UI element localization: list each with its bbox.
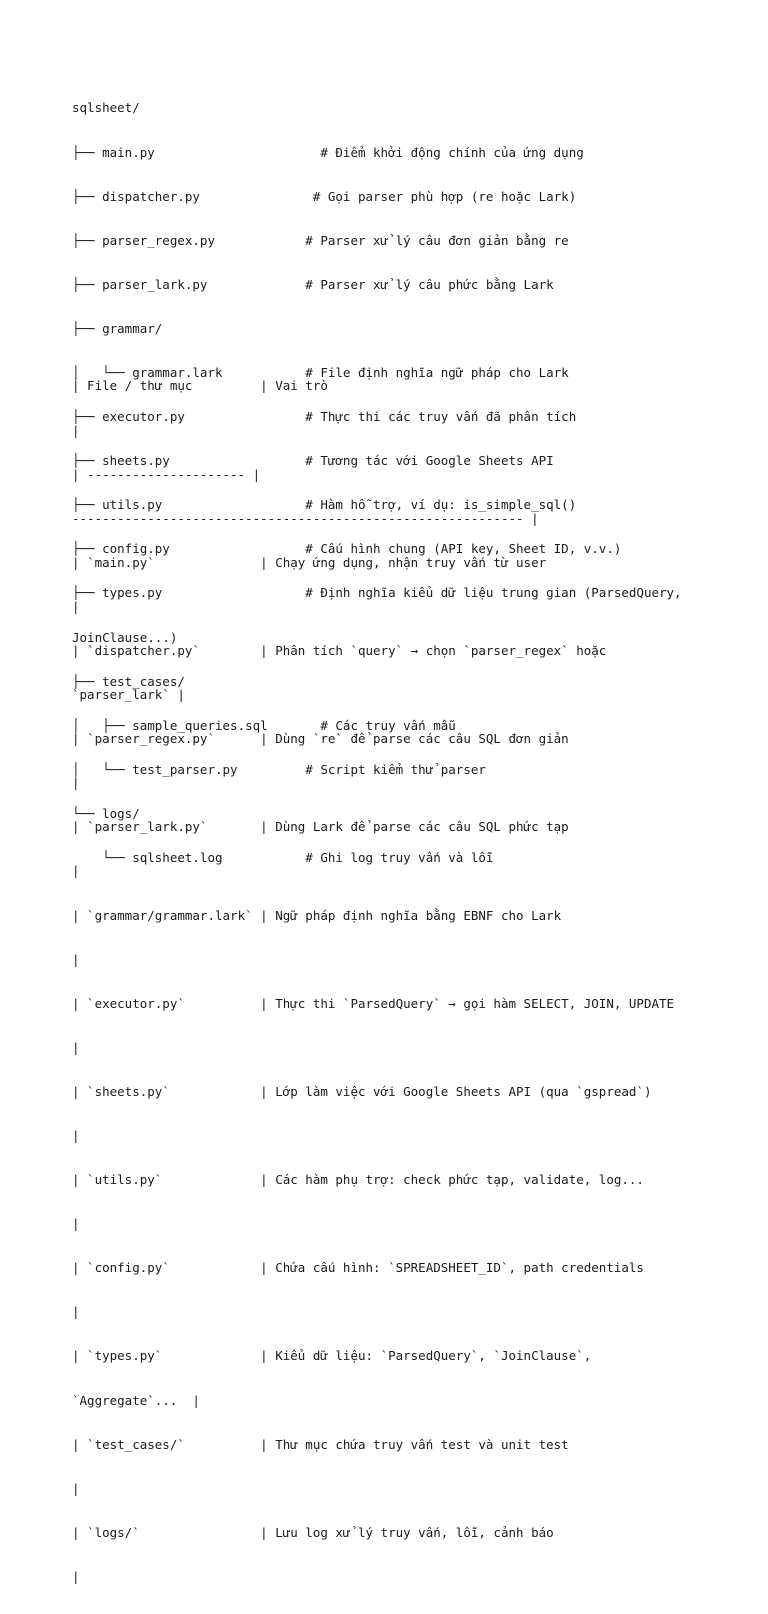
table-row: | `grammar/grammar.lark` | Ngữ pháp định nghĩa bằng EBNF cho Lark [72, 907, 562, 923]
table-row: | `utils.py` | Các hàm phụ trợ: check phức tạp, validate, log... [72, 1172, 644, 1188]
table-separator: ------------------------------------------------------------ | [72, 510, 539, 526]
table-row: | `test_cases/` | Thư mục chứa truy vấn test và unit test [72, 1436, 569, 1452]
table-line: | [72, 1216, 80, 1232]
tree-line: ├── parser_lark.py # Parser xử lý câu phức bằng Lark [72, 276, 554, 292]
tree-line: └── logs/ [72, 805, 140, 821]
table-row: | `sheets.py` | Lớp làm việc với Google Sheets API (qua `gspread`) [72, 1083, 652, 1099]
tree-line: ├── parser_regex.py # Parser xử lý câu đơn giản bằng re [72, 232, 569, 248]
table-line: `Aggregate`... | [72, 1392, 200, 1408]
table-row: | `executor.py` | Thực thi `ParsedQuery` → gọi hàm SELECT, JOIN, UPDATE [72, 995, 675, 1011]
tree-line: ├── types.py # Định nghĩa kiểu dữ liệu trung gian (ParsedQuery, [72, 585, 682, 601]
table-separator: | --------------------- | [72, 466, 261, 482]
table-line: | [72, 1480, 80, 1496]
markdown-table [72, 350, 674, 1614]
tree-line: ├── grammar/ [72, 320, 163, 336]
table-line: | [72, 598, 80, 614]
table-line: | [72, 1304, 80, 1320]
tree-line: JoinClause...) [72, 629, 178, 645]
table-row: | `config.py` | Chứa cấu hình: `SPREADSHEET_ID`, path credentials [72, 1260, 644, 1276]
tree-line: ├── test_cases/ [72, 673, 185, 689]
table-line: `parser_lark` | [72, 687, 185, 703]
table-line: | [72, 422, 80, 438]
tree-line: │ ├── sample_queries.sql # Các truy vấn mẫu [72, 717, 456, 733]
table-line: | [72, 775, 80, 791]
tree-line: │ └── grammar.lark # File định nghĩa ngữ pháp cho Lark [72, 364, 569, 380]
tree-line: ├── sheets.py # Tương tác với Google Sheets API [72, 453, 554, 469]
tree-line: │ └── test_parser.py # Script kiểm thử parser [72, 761, 486, 777]
table-header-row: | File / thư mục | Vai trò [72, 378, 328, 394]
table-row: | `types.py` | Kiểu dữ liệu: `ParsedQuery`, `JoinClause`, [72, 1348, 592, 1364]
table-row: | `parser_regex.py` | Dùng `re` để parse các câu SQL đơn giản [72, 731, 569, 747]
tree-line: ├── utils.py # Hàm hỗ trợ, ví dụ: is_simple_sql() [72, 497, 577, 513]
table-row: | `main.py` | Chạy ứng dụng, nhận truy vấn từ user [72, 554, 547, 570]
tree-line: └── sqlsheet.log # Ghi log truy vấn và lỗi [72, 850, 494, 865]
tree-line: sqlsheet/ [72, 100, 140, 116]
table-line: | [72, 1128, 80, 1143]
table-line: | [72, 863, 80, 879]
tree-line: ├── main.py # Điểm khởi động chính của ứng dụng [72, 144, 584, 160]
tree-line: ├── config.py # Cấu hình chung (API key, Sheet ID, v.v.) [72, 541, 622, 557]
tree-line: ├── executor.py # Thực thi các truy vấn đã phân tích [72, 409, 577, 425]
table-line: | [72, 1568, 80, 1584]
table-row: | `dispatcher.py` | Phân tích `query` → chọn `parser_regex` hoặc [72, 642, 607, 658]
table-line: | [72, 951, 80, 967]
table-row: | `parser_lark.py` | Dùng Lark để parse các câu SQL phức tạp [72, 819, 569, 835]
table-row: | `logs/` | Lưu log xử lý truy vấn, lỗi, cảnh báo [72, 1524, 554, 1540]
table-line: | [72, 1039, 80, 1055]
tree-line: ├── dispatcher.py # Gọi parser phù hợp (re hoặc Lark) [72, 188, 577, 204]
